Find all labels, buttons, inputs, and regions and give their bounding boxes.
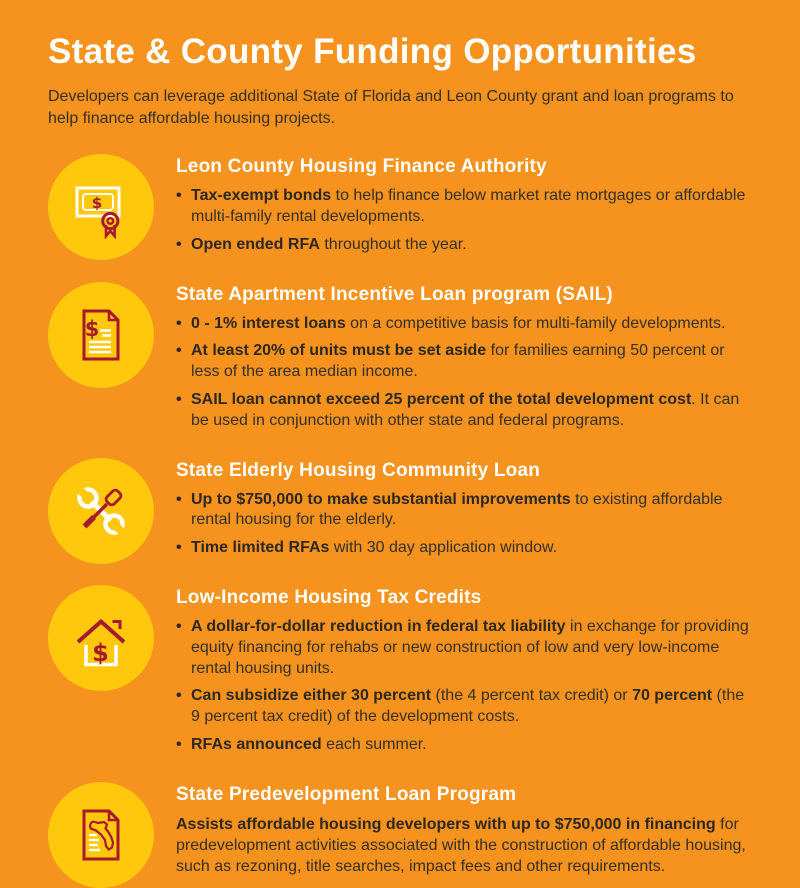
section-elderly-housing [48,458,756,566]
svg-text:$: $ [91,194,103,213]
section-leon-county-hfa [48,154,756,262]
svg-text:$: $ [92,638,109,667]
bullet-item: • 0 - 1% interest loans on a competitive basis for multi-family developments. [176,314,756,335]
section-content [176,154,756,262]
money-certificate-icon [69,175,133,239]
svg-text:$: $ [84,316,100,341]
section-content [176,282,756,439]
section-sail [48,282,756,439]
section-predevelopment-loan [48,782,756,888]
bullet-list [176,186,756,255]
section-lihtc [48,585,756,763]
bullet-item: • Can subsidize either 30 percent (the 4 percent tax credit) or 70 percent (the 9 percent tax credit) of the development costs. [176,686,756,728]
icon-circle [48,154,154,260]
section-heading: State Elderly Housing Community Loan [176,459,541,481]
bullet-item: • Up to $750,000 to make substantial improvements to existing affordable rental housing for the elderly. [176,490,756,532]
bullet-item: • Open ended RFA throughout the year. [176,235,756,256]
bullet-list [176,617,756,756]
section-content [176,782,756,877]
icon-circle [48,585,154,691]
section-heading: Low-Income Housing Tax Credits [176,586,482,608]
page-title: State & County Funding Opportunities [48,32,697,71]
tools-icon [69,479,133,543]
section-content [176,585,756,763]
section-heading: State Apartment Incentive Loan program (SAIL) [176,283,613,305]
page-subtitle: Developers can leverage additional State of Florida and Leon County grant and loan programs to help finance affordable housing projects. [48,88,734,128]
icon-circle [48,782,154,888]
dollar-document-icon [69,303,133,367]
bullet-item: • RFAs announced each summer. [176,735,756,756]
bullet-item: • At least 20% of units must be set aside for families earning 50 percent or less of the area median income. [176,341,756,383]
section-paragraph: Assists affordable housing developers with up to $750,000 in financing for predevelopment activities associated with the construction of affordable housing, such as rezoning, title searches, impact fees and other requirements. [176,815,746,875]
bullet-item: • SAIL loan cannot exceed 25 percent of the total development cost. It can be used in conjunction with other state and federal programs. [176,390,756,432]
icon-circle [48,282,154,388]
florida-document-icon [69,803,133,867]
bullet-item: • Time limited RFAs with 30 day application window. [176,538,756,559]
section-content [176,458,756,566]
bullet-list [176,490,756,559]
house-dollar-icon [69,606,133,670]
bullet-list [176,314,756,432]
bullet-item: • Tax-exempt bonds to help finance below market rate mortgages or affordable multi-family rental developments. [176,186,756,228]
bullet-item: • A dollar-for-dollar reduction in federal tax liability in exchange for providing equity financing for rehabs or new construction of low and very low-income rental housing units. [176,617,756,679]
icon-circle [48,458,154,564]
section-heading: State Predevelopment Loan Program [176,783,517,805]
section-heading: Leon County Housing Finance Authority [176,156,547,178]
